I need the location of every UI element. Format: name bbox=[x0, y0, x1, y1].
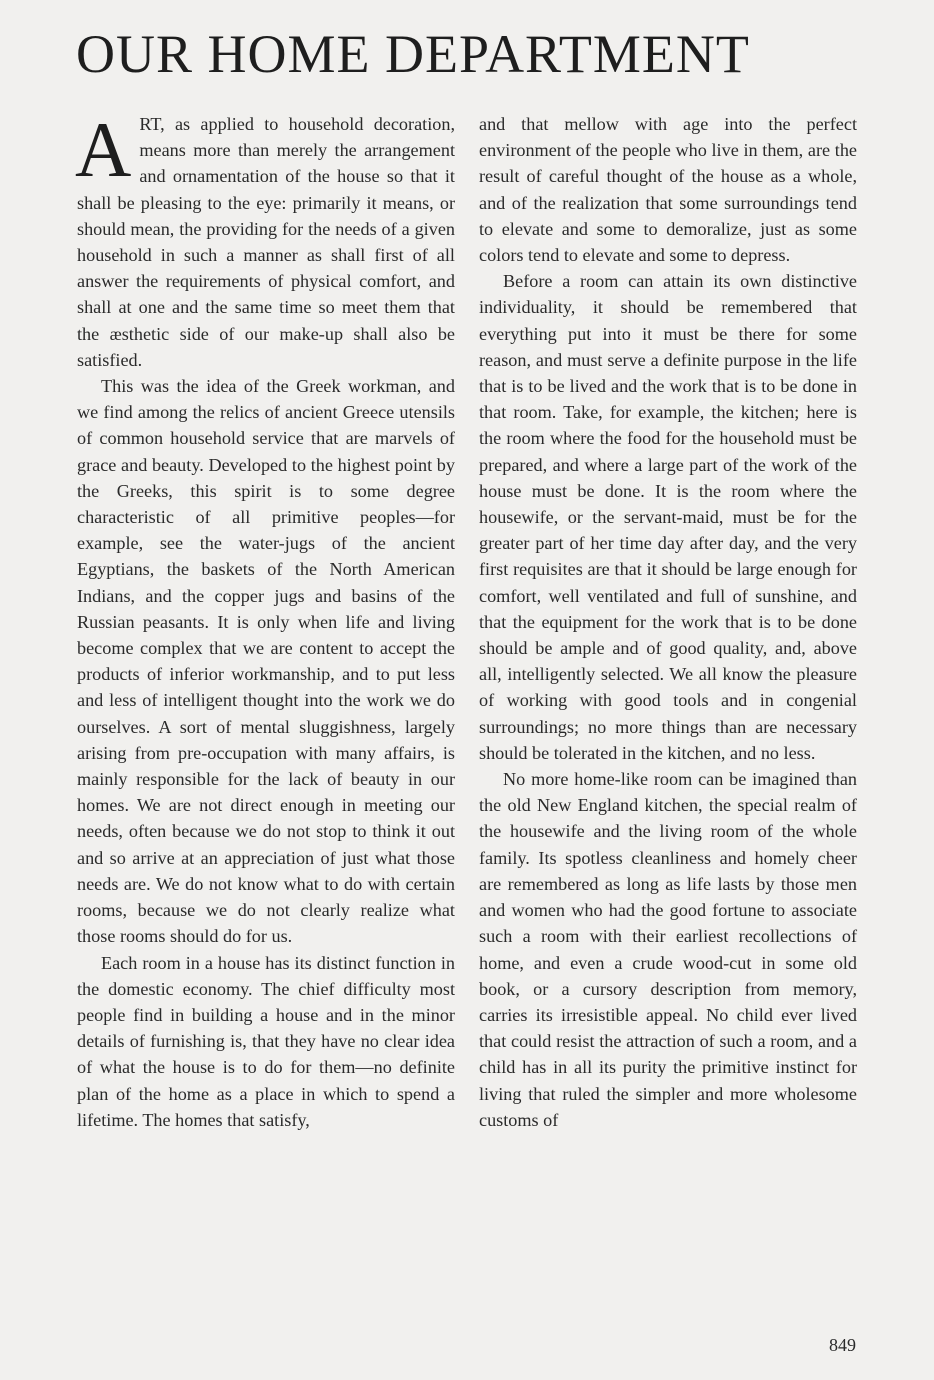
page-number: 849 bbox=[829, 1335, 856, 1355]
paragraph-3-start: Each room in a house has its distinct function in the domestic economy. The chief difficulty most people find in building a house and in the minor details of furnishing is, that they have no clear idea of what the house is to do for them—no definite plan of the home as a place in which to spend a lifetime. The homes that satisfy, bbox=[77, 952, 455, 1130]
left-column bbox=[75, 106, 455, 1133]
paragraph-1-text: RT, as applied to household decoration, means more than merely the arrangement and ornamentation of the house so that it shall be pleasing to the eye: primarily it means, or should mean, the providing for the needs of a given household in such a manner as shall first of all answer the requirements of physical comfort, and shall at one and the same time so meet them that the æsthetic side of our make-up shall also be satisfied. bbox=[77, 114, 455, 370]
paragraph-1 bbox=[75, 106, 455, 373]
paragraph-5: No more home-like room can be imagined than the old New England kitchen, the special realm of the housewife and the living room of the whole family. Its spotless cleanliness and homely cheer are remembered as long as life lasts by those men and women who had the good fortune to associate such a room with their earliest recollections of home, and even a crude wood-cut in some old book, or a cursory description from memory, carries its irresistible appeal. No child ever lived that could resist the attraction of such a room, and a child has in all its purity the primitive instinct for living that ruled the simpler and more wholesome customs of bbox=[479, 769, 857, 1130]
page-title: OUR HOME DEPARTMENT bbox=[76, 24, 750, 84]
right-column bbox=[479, 111, 857, 1133]
paragraph-4: Before a room can attain its own distinctive individuality, it should be remembered that everything put into it must be there for some reason, and must serve a definite purpose in the life that is to be lived and the work that is to be done in that room. Take, for example, the kitchen; here is the room where the food for the household must be prepared, and where a large part of the work of the house must be done. It is the room where the housewife, or the servant-maid, must be for the greater part of her time day after day, and the very first requisites are that it should be large enough for comfort, well ventilated and full of sunshine, and that the equipment for the work that is to be done should be ample and of good quality, and, above all, intelligently selected. We all know the pleasure of working with good tools and in congenial surroundings; no more things than are necessary should be tolerated in the kitchen, and no less. bbox=[479, 271, 857, 763]
paragraph-3-continued: and that mellow with age into the perfect environment of the people who live in them, are the result of careful thought of the house as a whole, and of the realization that some surroundings tend to elevate and some to demoralize, just as some colors tend to elevate and some to depress. bbox=[479, 114, 857, 266]
drop-cap: A bbox=[75, 106, 132, 193]
paragraph-2: This was the idea of the Greek workman, and we find among the relics of ancient Greece utensils of common household service that are marvels of grace and beauty. Developed to the highest point by the Greeks, this spirit is to some degree characteristic of all primitive peoples—for example, see the water-jugs of the ancient Egyptians, the baskets of the North American Indians, and the copper jugs and basins of the Russian peasants. It is only when life and living become complex that we are content to accept the products of inferior workmanship, and to put less and less of intelligent thought into the work we do ourselves. A sort of mental sluggishness, largely arising from pre-occupation with many affairs, is mainly responsible for the lack of beauty in our homes. We are not direct enough in meeting our needs, often because we do not stop to think it out and so arrive at an appreciation of just what those needs are. We do not know what to do with certain rooms, because we do not clearly realize what those rooms should do for us. bbox=[77, 376, 455, 947]
